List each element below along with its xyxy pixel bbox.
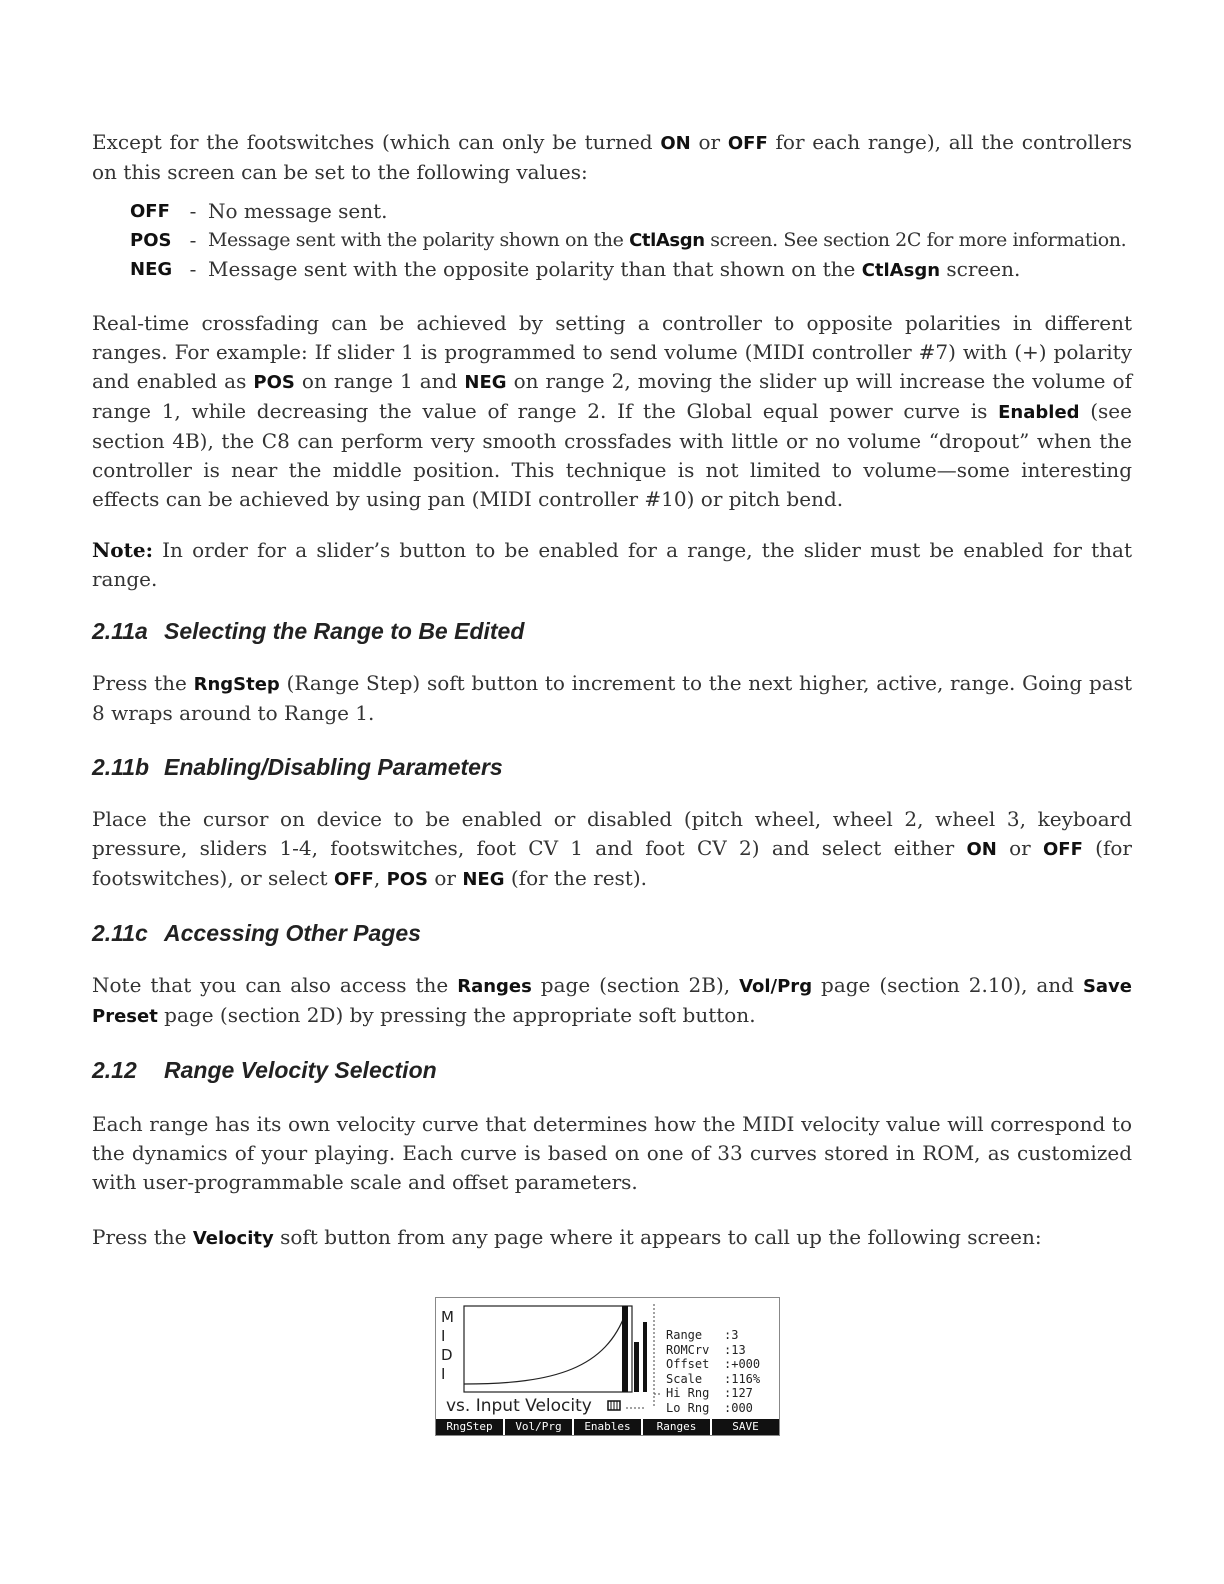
section-2-11c-paragraph: Note that you can also access the Ranges page (section 2B), Vol/Prg page (section 2.10), and Save Preset page (section 2D) by pressing the appropriate soft button. bbox=[92, 973, 1132, 1027]
range-bar-right bbox=[643, 1322, 647, 1392]
lcd-param-row: ROMCrv :13 bbox=[666, 1342, 746, 1357]
lcd-param-row: Scale :116% bbox=[666, 1371, 761, 1386]
page-body bbox=[92, 128, 1132, 1253]
section-heading-2-12: 2.12 Range Velocity Selection bbox=[92, 1057, 437, 1083]
lcd-param-row: Lo Rng :000 bbox=[666, 1400, 753, 1415]
lcd-param-row: Range :3 bbox=[666, 1328, 739, 1342]
list-item: OFF - No message sent. bbox=[130, 199, 388, 223]
velocity-curve bbox=[464, 1312, 626, 1384]
crossfade-paragraph: Real-time crossfading can be achieved by setting a controller to opposite polarities in different ranges. For example: If slider 1 is programmed to send volume (MIDI controller #7) with (+) polarity and enabled as POS on range 1 and NEG on range 2, moving the slider up will increase the volume of range 1, while decreasing the value of range 2. If the Global equal power curve is Enabled (see section 4B), the C8 can perform very smooth crossfades with little or no volume “dropout” when the controller is near the middle position. This technique is not limited to volume—some interesting effects can be achieved by using pan (MIDI controller #10) or pitch bend. bbox=[92, 311, 1132, 511]
velocity-lcd-screen bbox=[435, 1297, 780, 1436]
list-item: NEG - Message sent with the opposite polarity than that shown on the CtlAsgn screen. bbox=[130, 257, 1021, 281]
range-bar-mid bbox=[634, 1342, 639, 1392]
section-heading-2-11c: 2.11c Accessing Other Pages bbox=[92, 920, 421, 946]
lcd-param-row: Hi Rng :127 bbox=[666, 1386, 753, 1400]
section-heading-2-11b: 2.11b Enabling/Disabling Parameters bbox=[92, 754, 503, 780]
section-heading-2-11a: 2.11a Selecting the Range to Be Edited bbox=[92, 618, 525, 644]
values-list bbox=[130, 197, 1132, 285]
lcd-parameter-list bbox=[666, 1328, 760, 1415]
softkey-save[interactable]: SAVE bbox=[732, 1420, 759, 1433]
list-item: POS - Message sent with the polarity shown on the CtlAsgn screen. See section 2C for more information. bbox=[130, 228, 1127, 252]
section-2-11a-paragraph: Press the RngStep (Range Step) soft button to increment to the next higher, active, range. Going past 8 wraps around to Range 1. bbox=[92, 671, 1132, 725]
section-2-12-paragraph: Each range has its own velocity curve that determines how the MIDI velocity value will correspond to the dynamics of your playing. Each curve is based on one of 33 curves stored in ROM, as customized with user-programmable scale and offset parameters. bbox=[92, 1112, 1132, 1194]
lcd-softkey-bar bbox=[436, 1419, 779, 1435]
softkey-volprg[interactable]: Vol/Prg bbox=[505, 1419, 574, 1435]
section-2-12-instruction: Press the Velocity soft button from any page where it appears to call up the following screen: bbox=[92, 1225, 1042, 1249]
range-bar-left bbox=[622, 1306, 628, 1392]
intro-paragraph: Except for the footswitches (which can only be turned ON or OFF for each range), all the controllers on this screen can be set to the following values: bbox=[92, 130, 1132, 184]
lcd-param-row: Offset :+000 bbox=[666, 1357, 761, 1371]
softkey-ranges[interactable]: Ranges bbox=[643, 1419, 712, 1435]
graph-x-label: vs. Input Velocity bbox=[446, 1396, 592, 1416]
section-2-11b-paragraph: Place the cursor on device to be enabled or disabled (pitch wheel, wheel 2, wheel 3, keyboard pressure, sliders 1-4, footswitches, foot CV 1 and foot CV 2) and select either ON or OFF (for footswitches), or select OFF, POS or NEG (for the rest). bbox=[92, 807, 1132, 890]
softkey-enables[interactable]: Enables bbox=[574, 1419, 643, 1435]
softkey-rngstep[interactable]: RngStep bbox=[436, 1419, 505, 1435]
note-paragraph: Note: In order for a slider’s button to be enabled for a range, the slider must be enabled for that range. bbox=[92, 538, 1133, 591]
midi-axis-label: M I D I bbox=[441, 1308, 454, 1383]
graph-frame bbox=[464, 1306, 632, 1392]
